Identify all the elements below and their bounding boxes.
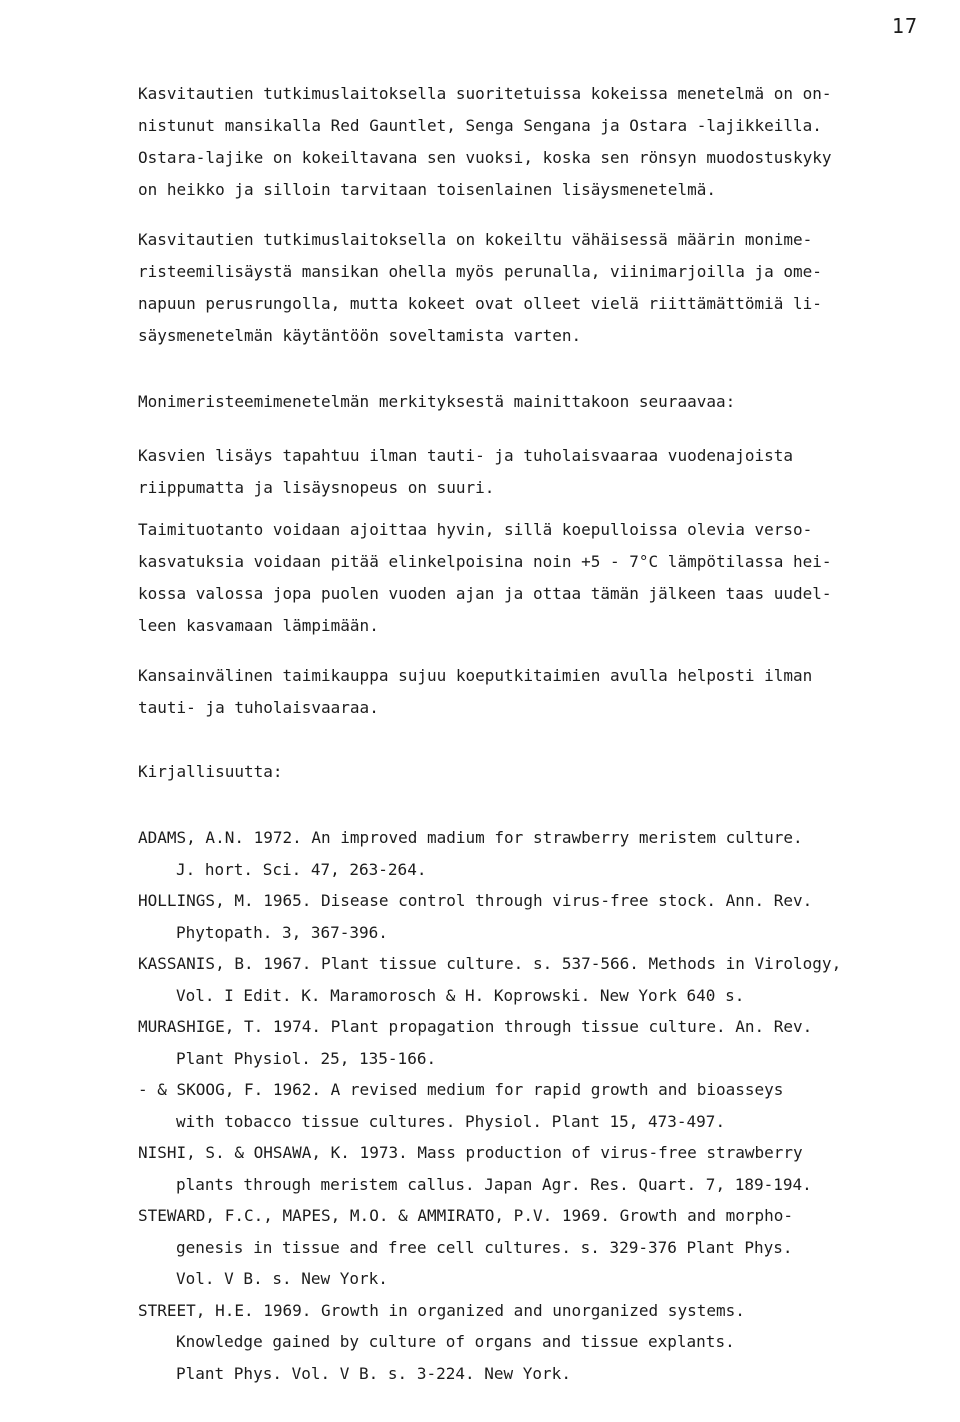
paragraph-experiments xyxy=(138,224,928,352)
text-line: Monimeristeemimenetelmän merkityksestä mainittakoon seuraavaa: xyxy=(138,392,736,411)
reference-line: J. hort. Sci. 47, 263-264. xyxy=(176,859,427,879)
reference-list xyxy=(138,822,938,1389)
text-line: riippumatta ja lisäysnopeus on suuri. xyxy=(138,478,495,497)
literature-heading xyxy=(138,756,928,788)
reference-entry xyxy=(138,1137,938,1200)
text-line: Kasvitautien tutkimuslaitoksella on kokeiltu vähäisessä määrin monime- xyxy=(138,230,813,249)
paragraph-significance xyxy=(138,386,928,418)
text-line: leen kasvamaan lämpimään. xyxy=(138,616,379,635)
page-number: 17 xyxy=(891,14,918,38)
reference-line: Plant Physiol. 25, 135-166. xyxy=(176,1048,437,1068)
text-line: kasvatuksia voidaan pitää elinkelpoisina noin +5 - 7°C lämpötilassa hei- xyxy=(138,552,832,571)
text-line: Kasvitautien tutkimuslaitoksella suoritetuissa kokeissa menetelmä on on- xyxy=(138,84,832,103)
reference-line: plants through meristem callus. Japan Agr. Res. Quart. 7, 189-194. xyxy=(176,1174,812,1194)
reference-line: STREET, H.E. 1969. Growth in organized and unorganized systems. xyxy=(138,1300,745,1320)
text-line: nistunut mansikalla Red Gauntlet, Senga Sengana ja Ostara -lajikkeilla. xyxy=(138,116,822,135)
section-heading: Kirjallisuutta: xyxy=(138,762,283,781)
text-line: on heikko ja silloin tarvitaan toisenlainen lisäysmenetelmä. xyxy=(138,180,716,199)
text-line: napuun perusrungolla, mutta kokeet ovat olleet vielä riittämättömiä li- xyxy=(138,294,822,313)
reference-line: KASSANIS, B. 1967. Plant tissue culture. s. 537-566. Methods in Virology, xyxy=(138,954,842,973)
text-line: Taimituotanto voidaan ajoittaa hyvin, sillä koepulloissa olevia verso- xyxy=(138,520,813,539)
reference-entry xyxy=(138,948,938,1011)
reference-line: Knowledge gained by culture of organs and tissue explants. xyxy=(176,1332,735,1351)
paragraph-timing xyxy=(138,514,928,642)
reference-line: Vol. V B. s. New York. xyxy=(176,1269,388,1288)
reference-line: ADAMS, A.N. 1972. An improved madium for strawberry meristem culture. xyxy=(138,828,803,847)
text-line: Ostara-lajike on kokeiltavana sen vuoksi, koska sen rönsyn muodostuskyky xyxy=(138,148,832,167)
reference-line: with tobacco tissue cultures. Physiol. Plant 15, 473-497. xyxy=(176,1111,726,1131)
text-line: Kansainvälinen taimikauppa sujuu koeputkitaimien avulla helposti ilman xyxy=(138,666,813,685)
reference-entry xyxy=(138,1011,938,1074)
paragraph-propagation xyxy=(138,440,928,504)
text-line: tauti- ja tuholaisvaaraa. xyxy=(138,698,379,717)
reference-line: NISHI, S. & OHSAWA, K. 1973. Mass production of virus-free strawberry xyxy=(138,1143,803,1162)
reference-line: Vol. I Edit. K. Maramorosch & H. Koprowski. New York 640 s. xyxy=(176,985,745,1005)
text-line: kossa valossa jopa puolen vuoden ajan ja ottaa tämän jälkeen taas uudel- xyxy=(138,584,832,603)
reference-line: STEWARD, F.C., MAPES, M.O. & AMMIRATO, P.V. 1969. Growth and morpho- xyxy=(138,1206,794,1225)
reference-entry xyxy=(138,822,938,885)
reference-entry xyxy=(138,1200,938,1295)
text-line: Kasvien lisäys tapahtuu ilman tauti- ja tuholaisvaaraa vuodenajoista xyxy=(138,446,794,465)
paragraph-intro xyxy=(138,78,928,206)
reference-entry xyxy=(138,885,938,948)
reference-line: - & SKOOG, F. 1962. A revised medium for rapid growth and bioasseys xyxy=(138,1080,784,1099)
text-line: säysmenetelmän käytäntöön soveltamista varten. xyxy=(138,326,582,345)
reference-entry xyxy=(138,1295,938,1390)
paragraph-trade xyxy=(138,660,928,724)
reference-line: MURASHIGE, T. 1974. Plant propagation through tissue culture. An. Rev. xyxy=(138,1017,813,1036)
text-line: risteemilisäystä mansikan ohella myös perunalla, viinimarjoilla ja ome- xyxy=(138,262,822,281)
reference-entry xyxy=(138,1074,938,1137)
reference-line: Plant Phys. Vol. V B. s. 3-224. New York. xyxy=(176,1363,571,1383)
reference-line: Phytopath. 3, 367-396. xyxy=(176,922,388,942)
reference-line: genesis in tissue and free cell cultures. s. 329-376 Plant Phys. xyxy=(176,1237,793,1257)
reference-line: HOLLINGS, M. 1965. Disease control through virus-free stock. Ann. Rev. xyxy=(138,891,813,910)
